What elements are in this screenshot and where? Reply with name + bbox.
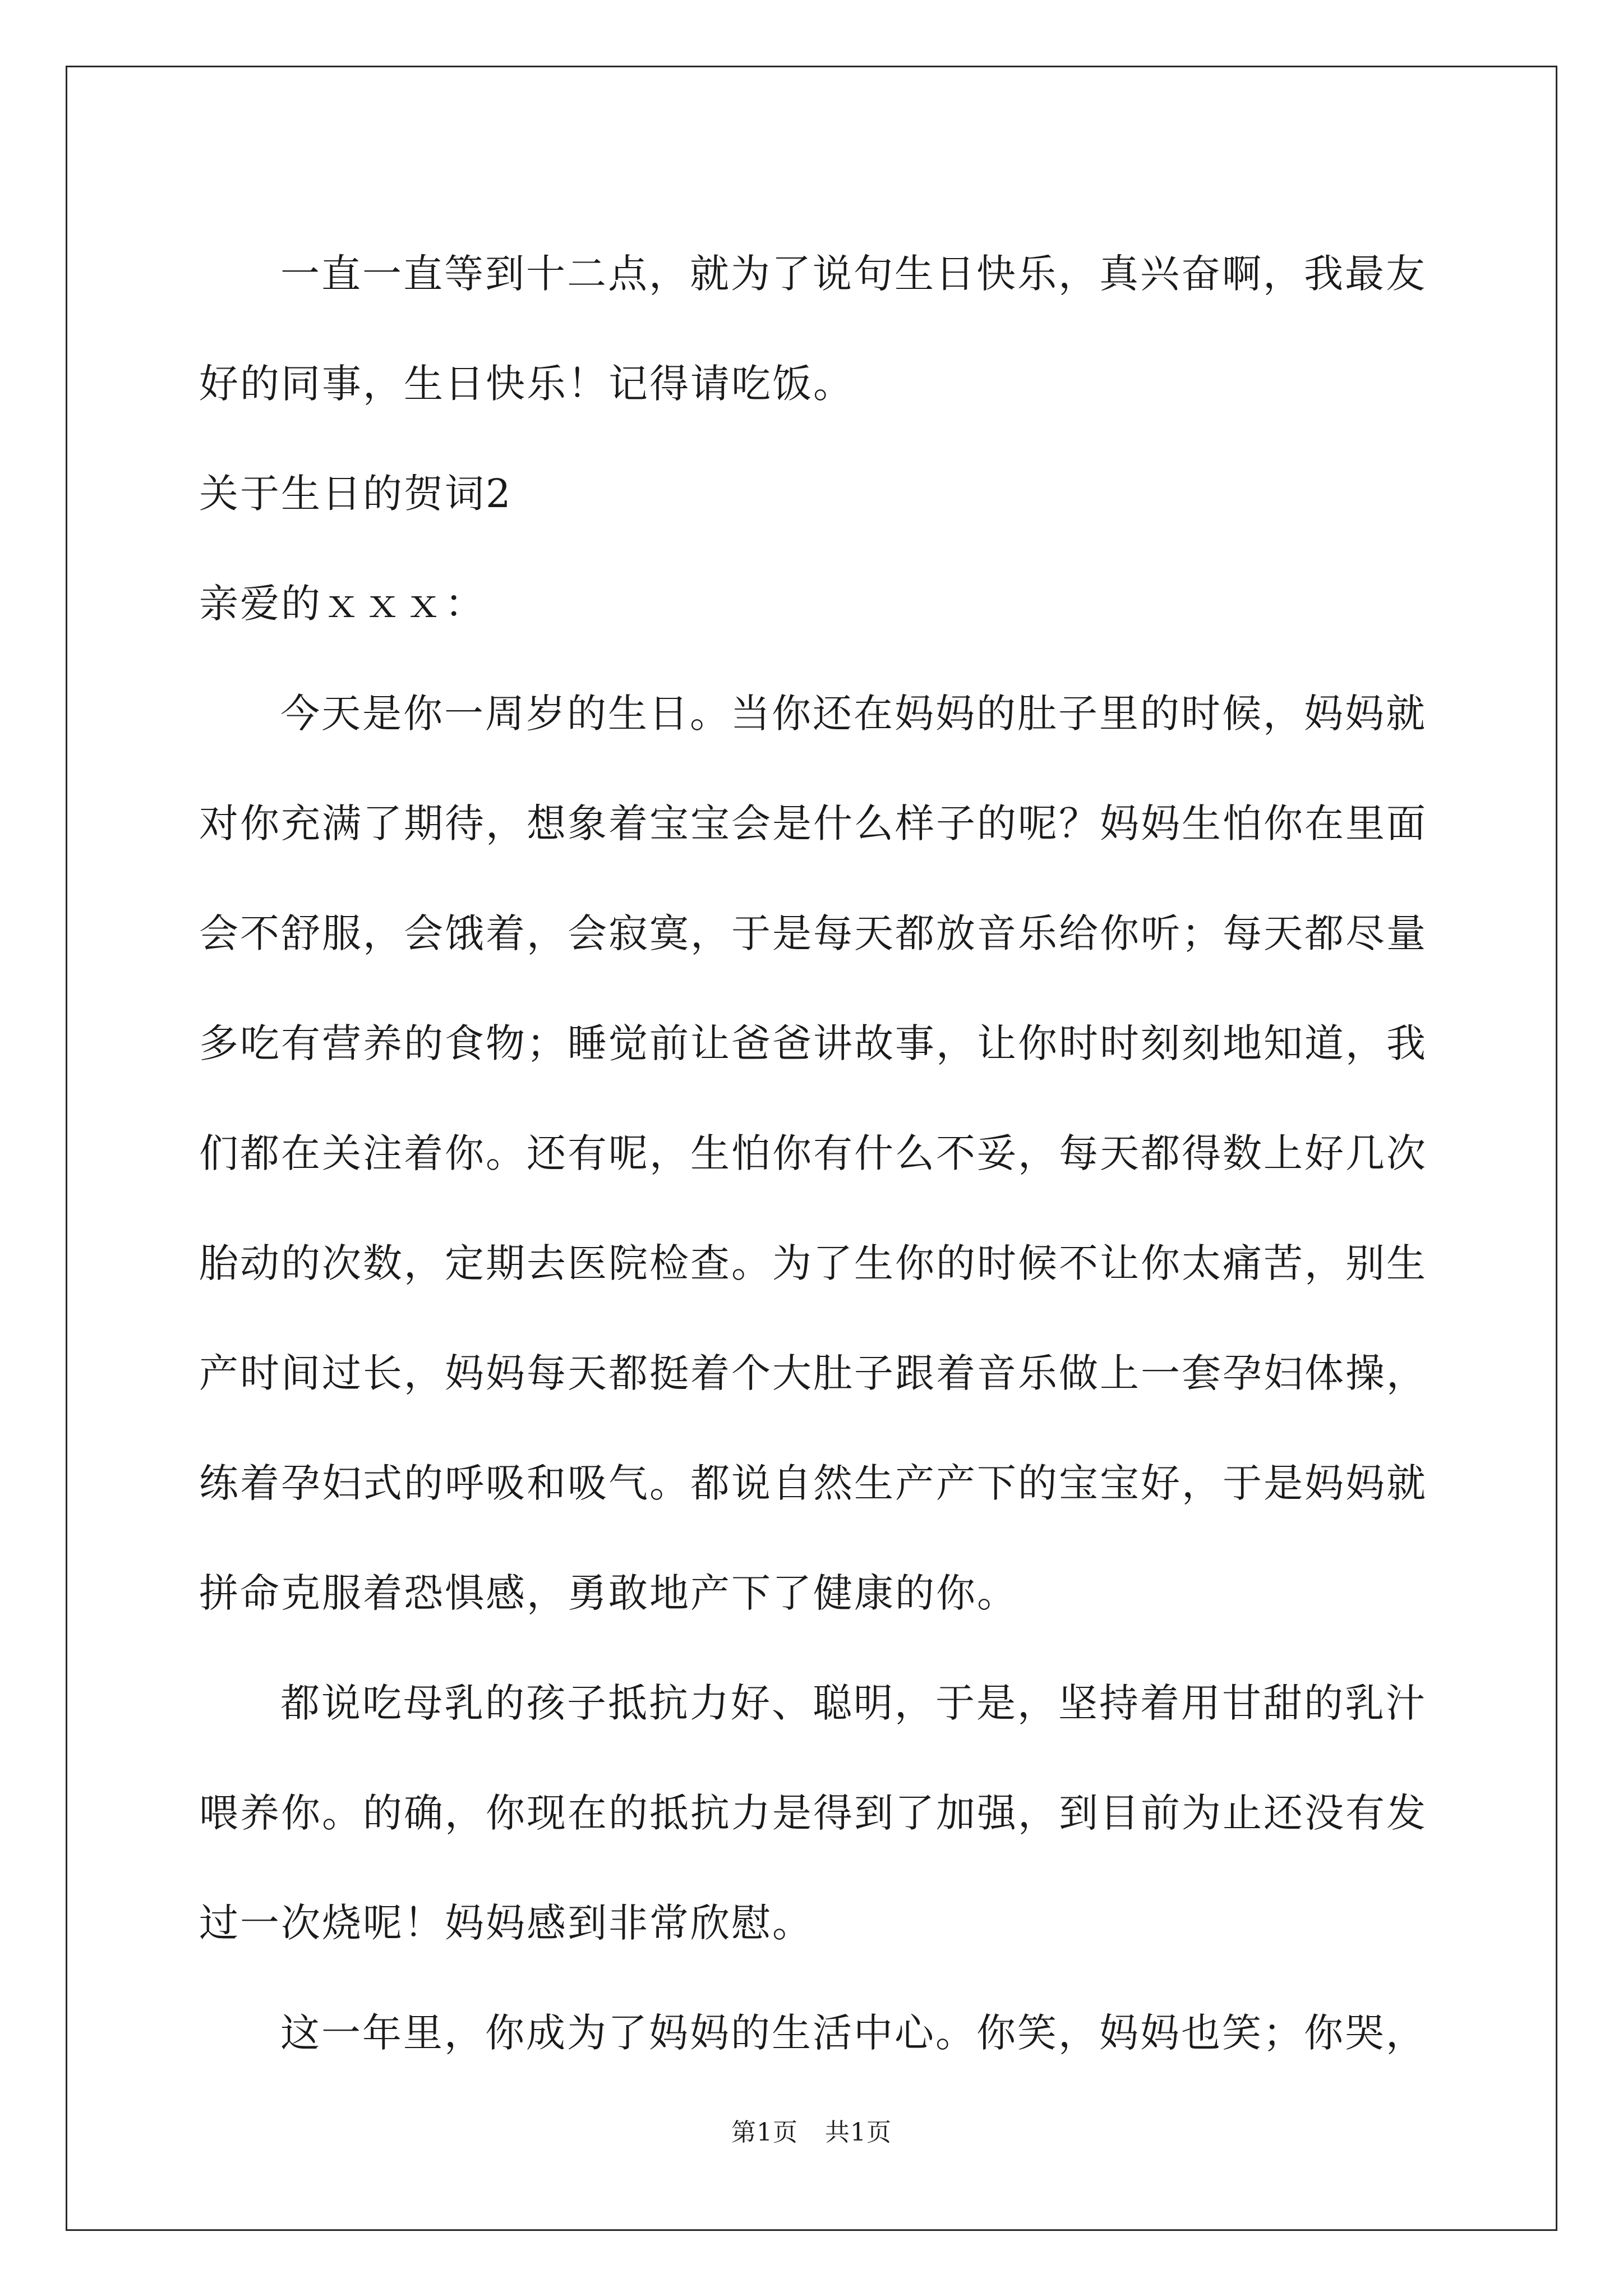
text-line: 产时间过长，妈妈每天都挺着个大肚子跟着音乐做上一套孕妇体操，: [199, 1350, 1427, 1396]
text-line: 今天是你一周岁的生日。当你还在妈妈的肚子里的时候，妈妈就: [280, 691, 1427, 737]
text-line: 一直一直等到十二点，就为了说句生日快乐，真兴奋啊，我最友: [280, 251, 1427, 297]
text-line: 会不舒服，会饿着，会寂寞，于是每天都放音乐给你听；每天都尽量: [199, 910, 1427, 956]
text-line: 对你充满了期待，想象着宝宝会是什么样子的呢？妈妈生怕你在里面: [199, 800, 1427, 846]
text-line: 好的同事，生日快乐！记得请吃饭。: [199, 361, 854, 407]
document-body: [199, 219, 1436, 2088]
text-line: 拼命克服着恐惧感，勇敢地产下了健康的你。: [199, 1570, 1018, 1616]
page-footer: [0, 2112, 1623, 2148]
page-number: 第1页: [731, 2118, 798, 2147]
text-line: 胎动的次数，定期去医院检查。为了生你的时候不让你太痛苦，别生: [199, 1240, 1427, 1286]
text-line: 过一次烧呢！妈妈感到非常欣慰。: [199, 1900, 813, 1946]
page-total: 共1页: [825, 2118, 892, 2147]
text-line: 们都在关注着你。还有呢，生怕你有什么不妥，每天都得数上好几次: [199, 1130, 1427, 1176]
text-line: 这一年里，你成为了妈妈的生活中心。你笑，妈妈也笑；你哭，: [280, 2010, 1427, 2056]
section-heading: 关于生日的贺词2: [199, 471, 513, 517]
text-line: 都说吃母乳的孩子抵抗力好、聪明，于是，坚持着用甘甜的乳汁: [280, 1680, 1427, 1726]
text-line: 多吃有营养的食物；睡觉前让爸爸讲故事，让你时时刻刻地知道，我: [199, 1020, 1427, 1066]
text-line: 练着孕妇式的呼吸和吸气。都说自然生产产下的宝宝好，于是妈妈就: [199, 1460, 1427, 1506]
text-line: 喂养你。的确，你现在的抵抗力是得到了加强，到目前为止还没有发: [199, 1790, 1427, 1836]
salutation: 亲爱的ｘｘｘ：: [199, 581, 486, 627]
